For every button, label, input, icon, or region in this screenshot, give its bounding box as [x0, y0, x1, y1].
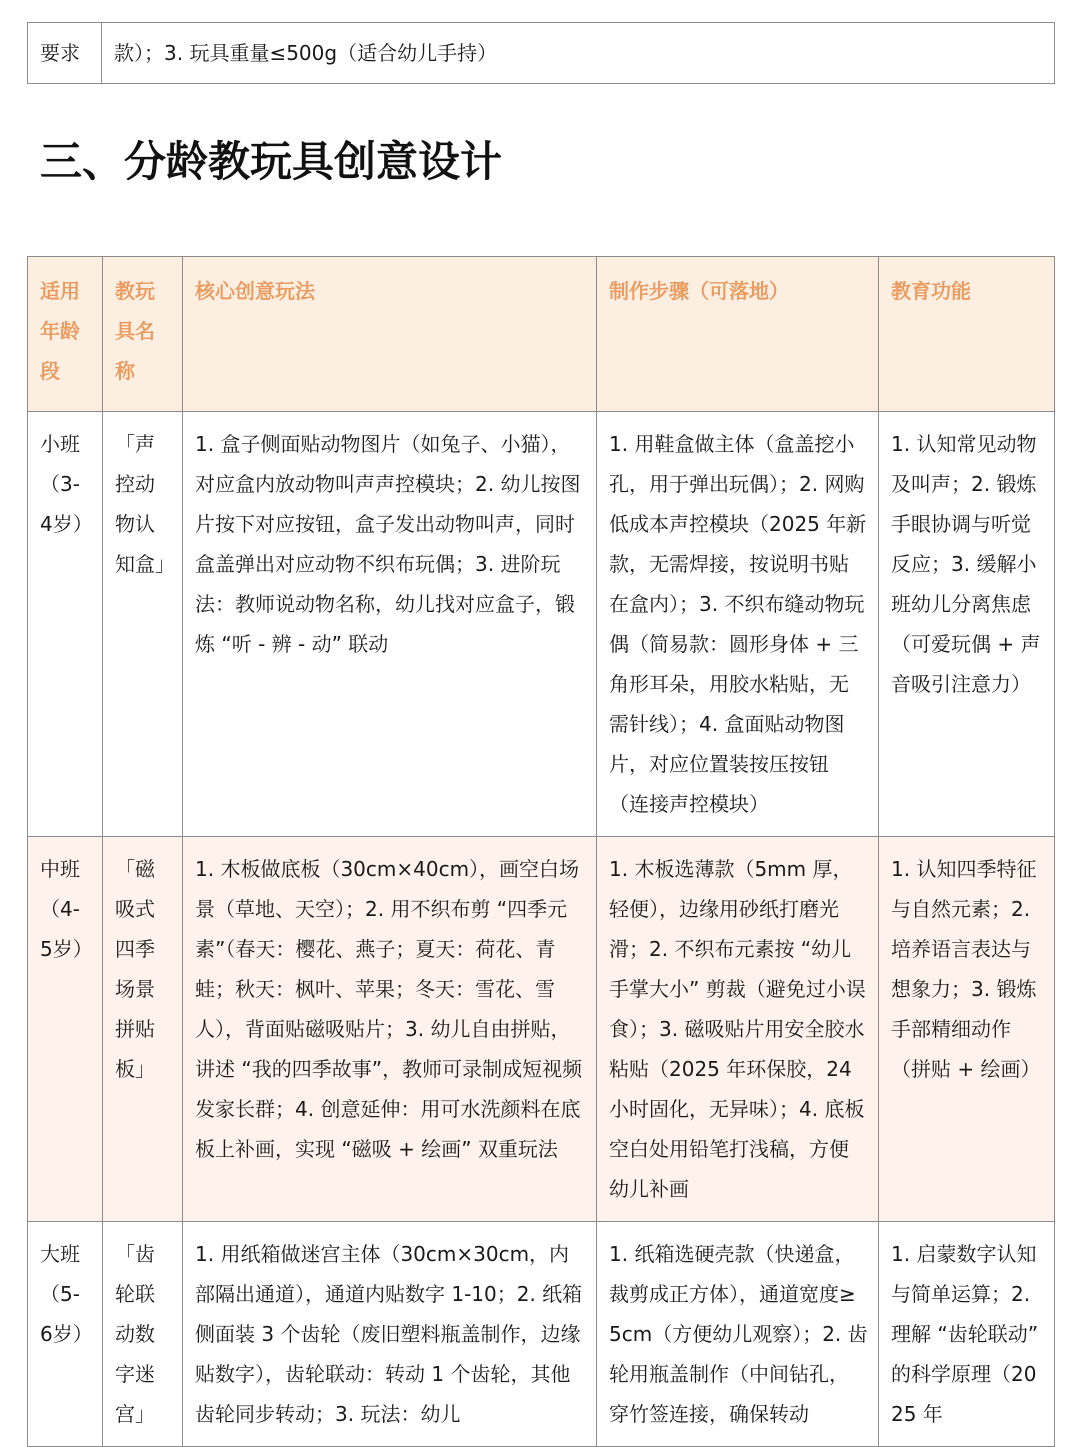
- cell-function: 1. 认知常见动物及叫声；2. 锻炼手眼协调与听觉反应；3. 缓解小班幼儿分离焦虑（可爱玩偶 + 声音吸引注意力）: [879, 412, 1055, 837]
- table-header-row: [28, 257, 1055, 412]
- header-steps: 制作步骤（可落地）: [597, 257, 879, 412]
- cell-steps: 1. 纸箱选硬壳款（快递盒，裁剪成正方体），通道宽度≥5cm（方便幼儿观察）；2. 齿轮用瓶盖制作（中间钻孔，穿竹签连接，确保转动: [597, 1222, 879, 1447]
- toy-design-table: [27, 256, 1055, 1447]
- requirements-table: [27, 22, 1055, 84]
- cell-toy-name: 「齿轮联动数字迷宫」: [103, 1222, 183, 1447]
- header-play: 核心创意玩法: [183, 257, 597, 412]
- table-row: [28, 837, 1055, 1222]
- cell-function: 1. 认知四季特征与自然元素；2. 培养语言表达与想象力；3. 锻炼手部精细动作（拼贴 + 绘画）: [879, 837, 1055, 1222]
- table-row: [28, 1222, 1055, 1447]
- cell-play: 1. 木板做底板（30cm×40cm），画空白场景（草地、天空）；2. 用不织布剪 “四季元素”（春天：樱花、燕子；夏天：荷花、青蛙；秋天：枫叶、苹果；冬天：雪花、雪人），背面贴磁吸贴片；3. 幼儿自由拼贴，讲述 “我的四季故事”，教师可录制成短视频发家长群；4. 创意延伸：用可水洗颜料在底板上补画，实现 “磁吸 + 绘画” 双重玩法: [183, 837, 597, 1222]
- cell-toy-name: 「磁吸式四季场景拼贴板」: [103, 837, 183, 1222]
- requirements-content: 款）；3. 玩具重量≤500g（适合幼儿手持）: [102, 23, 1055, 84]
- requirements-label: 要求: [28, 23, 102, 84]
- cell-steps: 1. 木板选薄款（5mm 厚，轻便），边缘用砂纸打磨光滑；2. 不织布元素按 “幼儿手掌大小” 剪裁（避免过小误食）；3. 磁吸贴片用安全胶水粘贴（2025 年环保胶，24 小时固化，无异味）；4. 底板空白处用铅笔打浅稿，方便幼儿补画: [597, 837, 879, 1222]
- cell-age: 大班（5-6岁）: [28, 1222, 103, 1447]
- table-row: [28, 23, 1055, 84]
- cell-function: 1. 启蒙数字认知与简单运算；2. 理解 “齿轮联动” 的科学原理（2025 年: [879, 1222, 1055, 1447]
- header-age: 适用年龄段: [28, 257, 103, 412]
- cell-age: 小班（3-4岁）: [28, 412, 103, 837]
- cell-play: 1. 用纸箱做迷宫主体（30cm×30cm，内部隔出通道），通道内贴数字 1-10；2. 纸箱侧面装 3 个齿轮（废旧塑料瓶盖制作，边缘贴数字），齿轮联动：转动 1 个齿轮，其他齿轮同步转动；3. 玩法：幼儿: [183, 1222, 597, 1447]
- header-toy-name: 教玩具名称: [103, 257, 183, 412]
- cell-age: 中班（4-5岁）: [28, 837, 103, 1222]
- cell-toy-name: 「声控动物认知盒」: [103, 412, 183, 837]
- cell-steps: 1. 用鞋盒做主体（盒盖挖小孔，用于弹出玩偶）；2. 网购低成本声控模块（2025 年新款，无需焊接，按说明书贴在盒内）；3. 不织布缝动物玩偶（简易款：圆形身体 + 三角形耳朵，用胶水粘贴，无需针线）；4. 盒面贴动物图片，对应位置装按压按钮（连接声控模块）: [597, 412, 879, 837]
- section-title: 三、分龄教玩具创意设计: [40, 137, 503, 186]
- header-function: 教育功能: [879, 257, 1055, 412]
- table-row: [28, 412, 1055, 837]
- cell-play: 1. 盒子侧面贴动物图片（如兔子、小猫），对应盒内放动物叫声声控模块；2. 幼儿按图片按下对应按钮，盒子发出动物叫声，同时盒盖弹出对应动物不织布玩偶；3. 进阶玩法：教师说动物名称，幼儿找对应盒子，锻炼 “听 - 辨 - 动” 联动: [183, 412, 597, 837]
